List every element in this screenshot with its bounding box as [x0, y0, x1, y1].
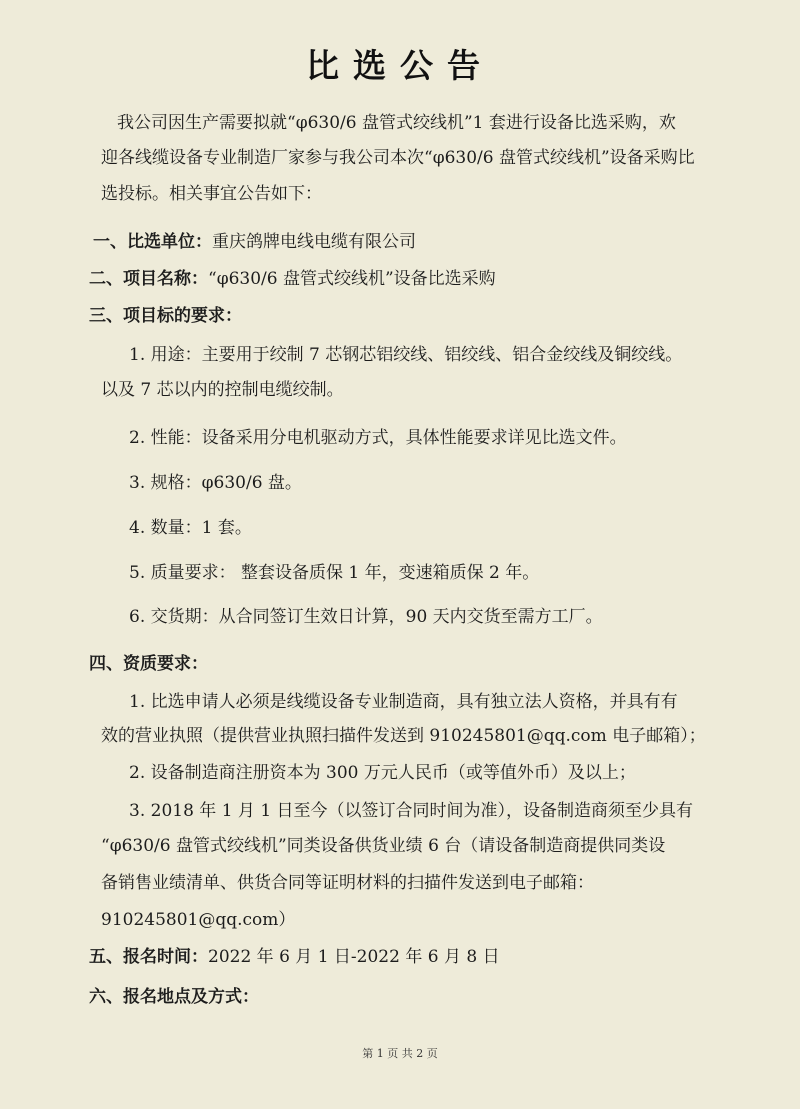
page-title: 比选公告 [306, 46, 494, 85]
section-heading-registration-place: 六、报名地点及方式： [89, 987, 259, 1007]
requirement-item-4: 4. 数量：1 套。 [129, 518, 252, 538]
qualification-item-3-cont-1: “φ630/6 盘管式绞线机”同类设备供货业绩 6 台（请设备制造商提供同类设 [101, 836, 666, 856]
section-heading-qualifications: 四、资质要求： [89, 654, 208, 674]
intro-line-1: 我公司因生产需要拟就“φ630/6 盘管式绞线机”1 套进行设备比选采购，欢 [117, 113, 676, 133]
requirement-item-1: 1. 用途：主要用于绞制 7 芯钢芯铝绞线、铝绞线、铝合金绞线及铜绞线。 [129, 345, 683, 365]
page-number: 第 1 页 共 2 页 [362, 1047, 438, 1060]
section-value: “φ630/6 盘管式绞线机”设备比选采购 [208, 269, 496, 289]
qualification-item-1: 1. 比选申请人必须是线缆设备专业制造商，具有独立法人资格，并具有有 [129, 692, 678, 712]
requirement-item-2: 2. 性能：设备采用分电机驱动方式，具体性能要求详见比选文件。 [129, 428, 627, 448]
section-label: 二、项目名称： [89, 269, 208, 289]
qualification-item-3: 3. 2018 年 1 月 1 日至今（以签订合同时间为准），设备制造商须至少具有 [129, 801, 694, 821]
section-value: 重庆鸽牌电线电缆有限公司 [212, 232, 416, 252]
qualification-item-1-cont: 效的营业执照（提供营业执照扫描件发送到 910245801@qq.com 电子邮箱）； [101, 726, 706, 746]
section-registration-time [89, 946, 500, 968]
qualification-item-3-cont-2: 备销售业绩清单、供货合同等证明材料的扫描件发送到电子邮箱： [101, 873, 594, 893]
qualification-item-2: 2. 设备制造商注册资本为 300 万元人民币（或等值外币）及以上； [129, 763, 636, 783]
section-heading-requirements: 三、项目标的要求： [89, 306, 242, 326]
requirement-item-3: 3. 规格：φ630/6 盘。 [129, 473, 302, 493]
requirement-item-5: 5. 质量要求： 整套设备质保 1 年，变速箱质保 2 年。 [129, 563, 540, 583]
requirement-item-1-cont: 以及 7 芯以内的控制电缆绞制。 [101, 380, 344, 400]
section-bidding-unit [93, 231, 416, 253]
section-value: 2022 年 6 月 1 日-2022 年 6 月 8 日 [208, 947, 500, 967]
intro-line-3: 选投标。相关事宜公告如下： [101, 184, 322, 204]
intro-line-2: 迎各线缆设备专业制造厂家参与我公司本次“φ630/6 盘管式绞线机”设备采购比 [101, 148, 695, 168]
section-project-name [89, 268, 496, 290]
requirement-item-6: 6. 交货期：从合同签订生效日计算，90 天内交货至需方工厂。 [129, 607, 603, 627]
section-label: 五、报名时间： [89, 947, 208, 967]
section-label: 一、比选单位： [93, 232, 212, 252]
qualification-item-3-cont-3: 910245801@qq.com） [101, 910, 296, 930]
